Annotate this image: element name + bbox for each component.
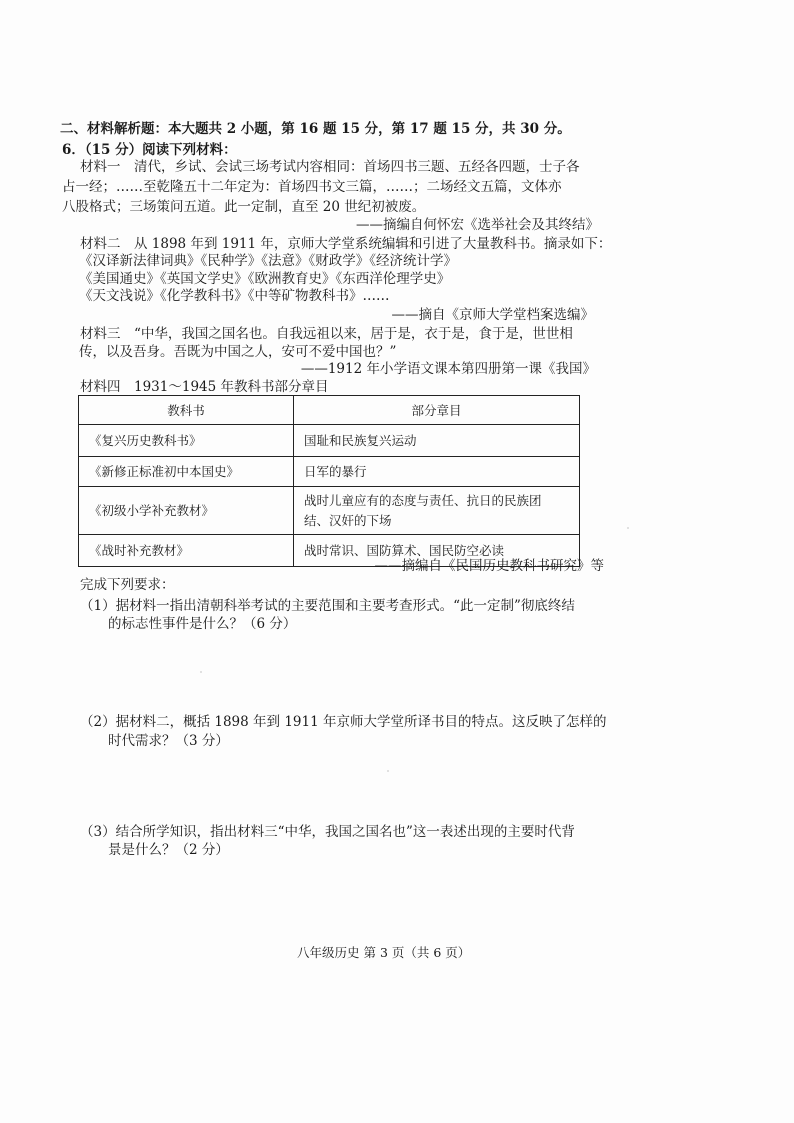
material4-source: ——摘编自《民国历史教科书研究》等 [374,558,604,574]
table-row [79,425,580,457]
question-1-line-2: 的标志性事件是什么？（6 分） [108,616,297,632]
question-3-line-2: 景是什么？（2 分） [108,842,229,858]
material2-line-2: 《汉译新法律词典》《民种学》《法意》《财政学》《经济统计学》 [79,253,457,269]
material4-title: 材料四 1931～1945 年教科书部分章目 [80,379,329,395]
material2-line-3: 《美国通史》《英国文学史》《欧洲教育史》《东西洋伦理学史》 [79,271,451,287]
table-cell-book: 《新修正标准初中本国史》 [79,457,294,487]
material1-line-3: 八股格式；三场策问五道。此一定制，直至 20 世纪初被废。 [62,199,426,215]
page-footer: 八年级历史 第 3 页（共 6 页） [297,945,471,960]
table-cell-chapters: 日军的暴行 [294,457,580,487]
scan-speck [387,770,389,772]
table-cell-chapters: 战时常识、国防算术、国民防空必读 [294,535,580,567]
material1-line-1: 材料一 清代，乡试、会试三场考试内容相同：首场四书三题、五经各四题，士子各 [80,159,580,175]
table-row [79,457,580,487]
table-cell-chapters-line: 战时儿童应有的态度与责任、抗日的民族团 [304,492,542,508]
table-row [79,487,580,535]
scan-speck [200,671,202,673]
scan-speck [627,527,629,529]
question-3-line-1: （3）结合所学知识，指出材料三“中华，我国之国名也”这一表述出现的主要时代背 [80,824,575,840]
table-header: 教科书 [79,396,294,425]
table-cell-chapters-line: 结、汉奸的下场 [304,512,392,528]
table-header: 部分章目 [294,396,580,425]
table-cell-chapters [294,487,580,535]
table-cell-book: 《复兴历史教科书》 [79,425,294,457]
material2-line-1: 材料二 从 1898 年到 1911 年，京师大学堂系统编辑和引进了大量教科书。摘录如下： [80,236,612,252]
textbook-table [78,395,580,567]
table-header-row [79,396,580,425]
section-header: 二、材料解析题：本大题共 2 小题，第 16 题 15 分，第 17 题 15 分，共 30 分。 [60,121,571,137]
material3-line-1: 材料三 “中华，我国之国名也。自我远祖以来，居于是，衣于是，食于是，世世相 [80,326,573,342]
requirements-intro: 完成下列要求： [80,577,175,593]
material3-line-2: 传，以及吾身。吾既为中国之人，安可不爱中国也？” [79,344,397,360]
material1-line-2: 占一经；……至乾隆五十二年定为：首场四书文三篇，……；二场经文五篇，文体亦 [62,179,562,195]
question-1-line-1: （1）据材料一指出清朝科举考试的主要范围和主要考查形式。“此一定制”彻底终结 [80,598,575,614]
material3-source: ——1912 年小学语文课本第四册第一课《我国》 [300,361,596,377]
material2-line-4: 《天文浅说》《化学教科书》《中等矿物教科书》…… [79,288,390,304]
question-2-line-1: （2）据材料二，概括 1898 年到 1911 年京师大学堂所译书目的特点。这反映了怎样的 [80,714,607,730]
question-number: 6．（15 分）阅读下列材料： [62,142,237,158]
table-cell-chapters: 国耻和民族复兴运动 [294,425,580,457]
table-cell-book: 《战时补充教材》 [79,535,294,567]
table-cell-book: 《初级小学补充教材》 [79,487,294,535]
material1-source: ——摘编自何怀宏《选举社会及其终结》 [356,217,599,233]
question-2-line-2: 时代需求？（3 分） [108,733,229,749]
material2-source: ——摘自《京师大学堂档案选编》 [391,307,594,323]
